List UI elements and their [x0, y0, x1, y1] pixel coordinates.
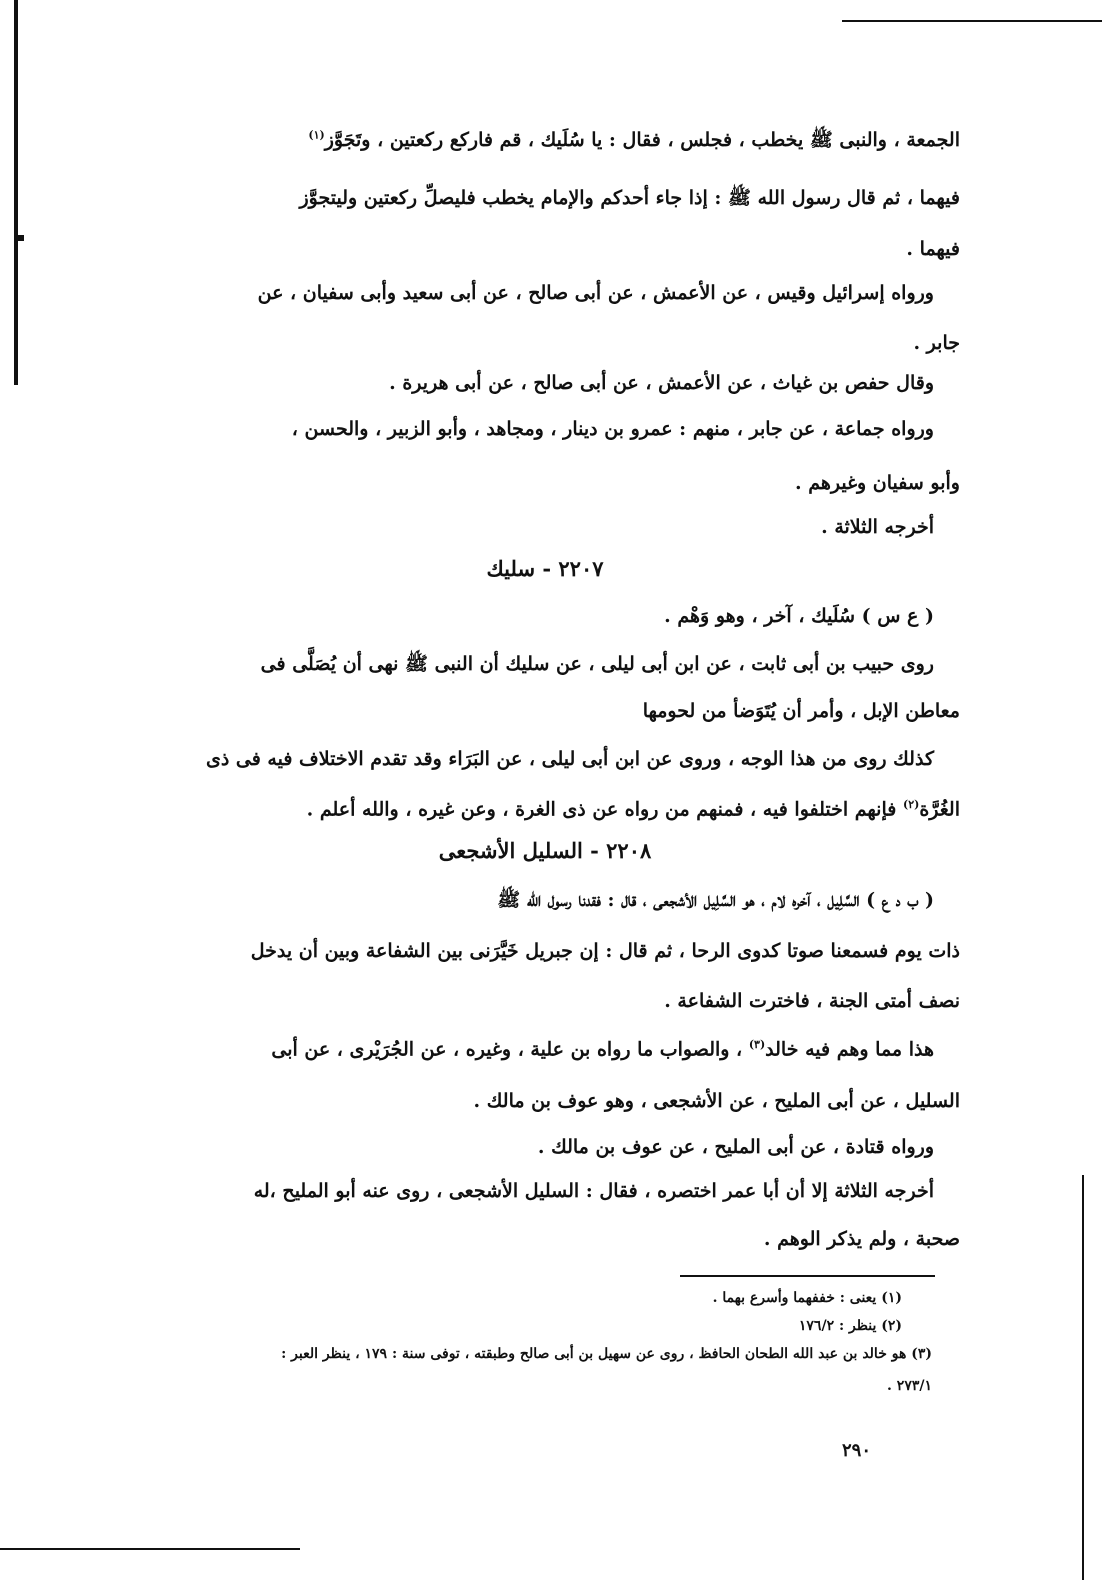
entry-heading-2207: ٢٢٠٧ - سليك — [486, 556, 604, 581]
body-line-8: وأبو سفيان وغيرهم . — [794, 472, 960, 494]
entry-2208-line-3: نصف أمتى الجنة ، فاخترت الشفاعة . — [664, 990, 960, 1012]
footnote-2: (٢) ينظر : ١٧٦/٢ — [798, 1318, 902, 1334]
entry-2207-line-3: معاطن الإبل ، وأمر أن يُتَوَضأ من لحومها — [642, 700, 960, 722]
body-line-2: فيهما ، ثم قال رسول الله ﷺ : إذا جاء أحدكم والإمام يخطب فليصلِّ ركعتين وليتجوَّز — [299, 187, 960, 209]
entry-heading-2208: ٢٢٠٨ - السليل الأشجعى — [438, 838, 652, 863]
body-line-9: أخرجه الثلاثة . — [821, 516, 934, 538]
entry-2207-line-2: روى حبيب بن أبى ثابت ، عن ابن أبى ليلى ، عن سليك أن النبى ﷺ نهى أن يُصَلَّى فى — [260, 653, 934, 675]
page-number: ٢٩٠ — [842, 1440, 872, 1461]
entry-2208-line-2: ذات يوم فسمعنا صوتا كدوى الرحا ، ثم قال : إن جبريل خَيَّرَنى بين الشفاعة وبين أن يدخل — [250, 940, 960, 962]
footnote-3-continued: ٢٧٣/١ . — [887, 1378, 932, 1394]
body-line-7: ورواه جماعة ، عن جابر ، منهم : عمرو بن دينار ، ومجاهد ، وأبو الزبير ، والحسن ، — [291, 418, 934, 440]
left-border-tick — [14, 235, 24, 241]
entry-2207-line-4: كذلك روى من هذا الوجه ، وروى عن ابن أبى ليلى ، عن البَرَاء وقد تقدم الاختلاف فيه فى ذى — [205, 748, 934, 770]
entry-2208-line-6: ورواه قتادة ، عن أبى المليح ، عن عوف بن مالك . — [537, 1136, 934, 1158]
entry-2207-line-5: الغُرَّة$^{(٢)}$ فإنهم اختلفوا فيه ، فمنهم من رواه عن ذى الغرة ، وعن غيره ، والله أعلم . — [306, 798, 960, 821]
body-line-1: الجمعة ، والنبى ﷺ يخطب ، فجلس ، فقال : يا سُلَيك ، قم فاركع ركعتين ، وتَجَوَّز$^{(١)}$ — [308, 128, 960, 151]
left-border-line — [14, 0, 18, 385]
entry-2208-line-4: هذا مما وهم فيه خالد$^{(٣)}$ ، والصواب ما رواه بن علية ، وغيره ، عن الجُرَيْرى ، عن أبى — [271, 1038, 934, 1061]
entry-2207-line-1: ( ع س ) سُلَيك ، آخر ، وهو وَهْم . — [664, 605, 934, 627]
footnote-3: (٣) هو خالد بن عبد الله الطحان الحافظ ، روى عن سهيل بن أبى صالح وطبقته ، توفى سنة : ١٧٩ ، ينظر العبر : — [281, 1346, 932, 1362]
entry-2208-line-7: أخرجه الثلاثة إلا أن أبا عمر اختصره ، فقال : السليل الأشجعى ، روى عنه أبو المليح ،له — [253, 1180, 934, 1202]
top-right-rule — [842, 20, 1102, 22]
body-line-4: ورواه إسرائيل وقيس ، عن الأعمش ، عن أبى صالح ، عن أبى سعيد وأبى سفيان ، عن — [257, 282, 934, 304]
entry-2208-line-5: السليل ، عن أبى المليح ، عن الأشجعى ، وهو عوف بن مالك . — [473, 1090, 960, 1112]
body-line-5: جابر . — [913, 332, 960, 354]
footnote-1: (١) يعنى : خففهما وأسرع بهما . — [712, 1290, 902, 1306]
body-line-6: وقال حفص بن غياث ، عن الأعمش ، عن أبى صالح ، عن أبى هريرة . — [389, 372, 934, 394]
footnote-separator — [680, 1275, 935, 1277]
entry-2208-line-1: ( ب د ع ) السَّلِيل ، آخره لام ، هو السَّلِيل الأشجعى ، قال : فقدنا رسول الله ﷺ — [497, 889, 934, 911]
entry-2208-line-8: صحبة ، ولم يذكر الوهم . — [763, 1228, 960, 1250]
bottom-left-rule — [0, 1548, 300, 1550]
body-line-3: فيهما . — [906, 238, 960, 260]
right-edge-mark — [1082, 1175, 1084, 1580]
